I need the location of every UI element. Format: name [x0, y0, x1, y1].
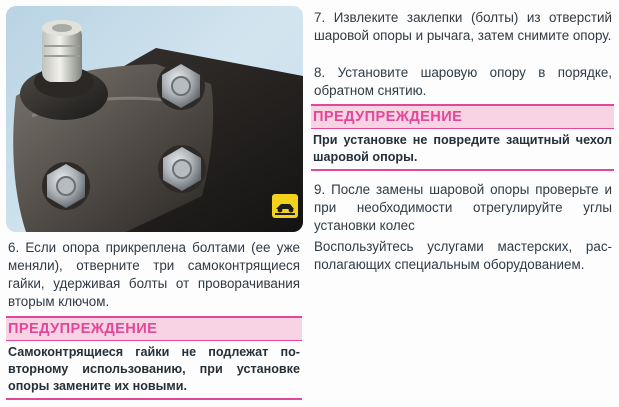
car-lift-icon — [272, 194, 298, 218]
warning-box-left — [6, 316, 302, 400]
warning-text: Самоконтрящиеся гайки не подлежат повторному использованию, при установке опоры замените их новыми. — [8, 345, 300, 393]
warning-text: При установке не повредите защитный чехол шаровой опоры. — [313, 133, 612, 164]
service-note: Воспользуйтесь услугами мастерских, располагающих специальным оборудованием. — [314, 239, 612, 272]
step-7: 7. Извлеките заклепки (болты) из отверстий шаровой опоры и рычага, затем снимите опору. — [314, 10, 612, 43]
warning-title: ПРЕДУПРЕЖДЕНИЕ — [311, 106, 614, 129]
step-9: 9. После замены шаровой опоры проверьте и при необходимости отрегулируйте углы установки колес — [314, 182, 612, 233]
step-8: 8. Установите шаровую опору в порядке, обратном снятию. — [314, 65, 612, 98]
ball-joint-photo — [6, 6, 303, 232]
warning-box-right — [311, 104, 614, 171]
step-6: 6. Если опора прикреплена болтами (ее уже меняли), отверните три самоконтрящиеся гайки, удерживая болты от проворачивания вторым ключом. — [8, 240, 300, 309]
warning-title: ПРЕДУПРЕЖДЕНИЕ — [6, 318, 302, 341]
